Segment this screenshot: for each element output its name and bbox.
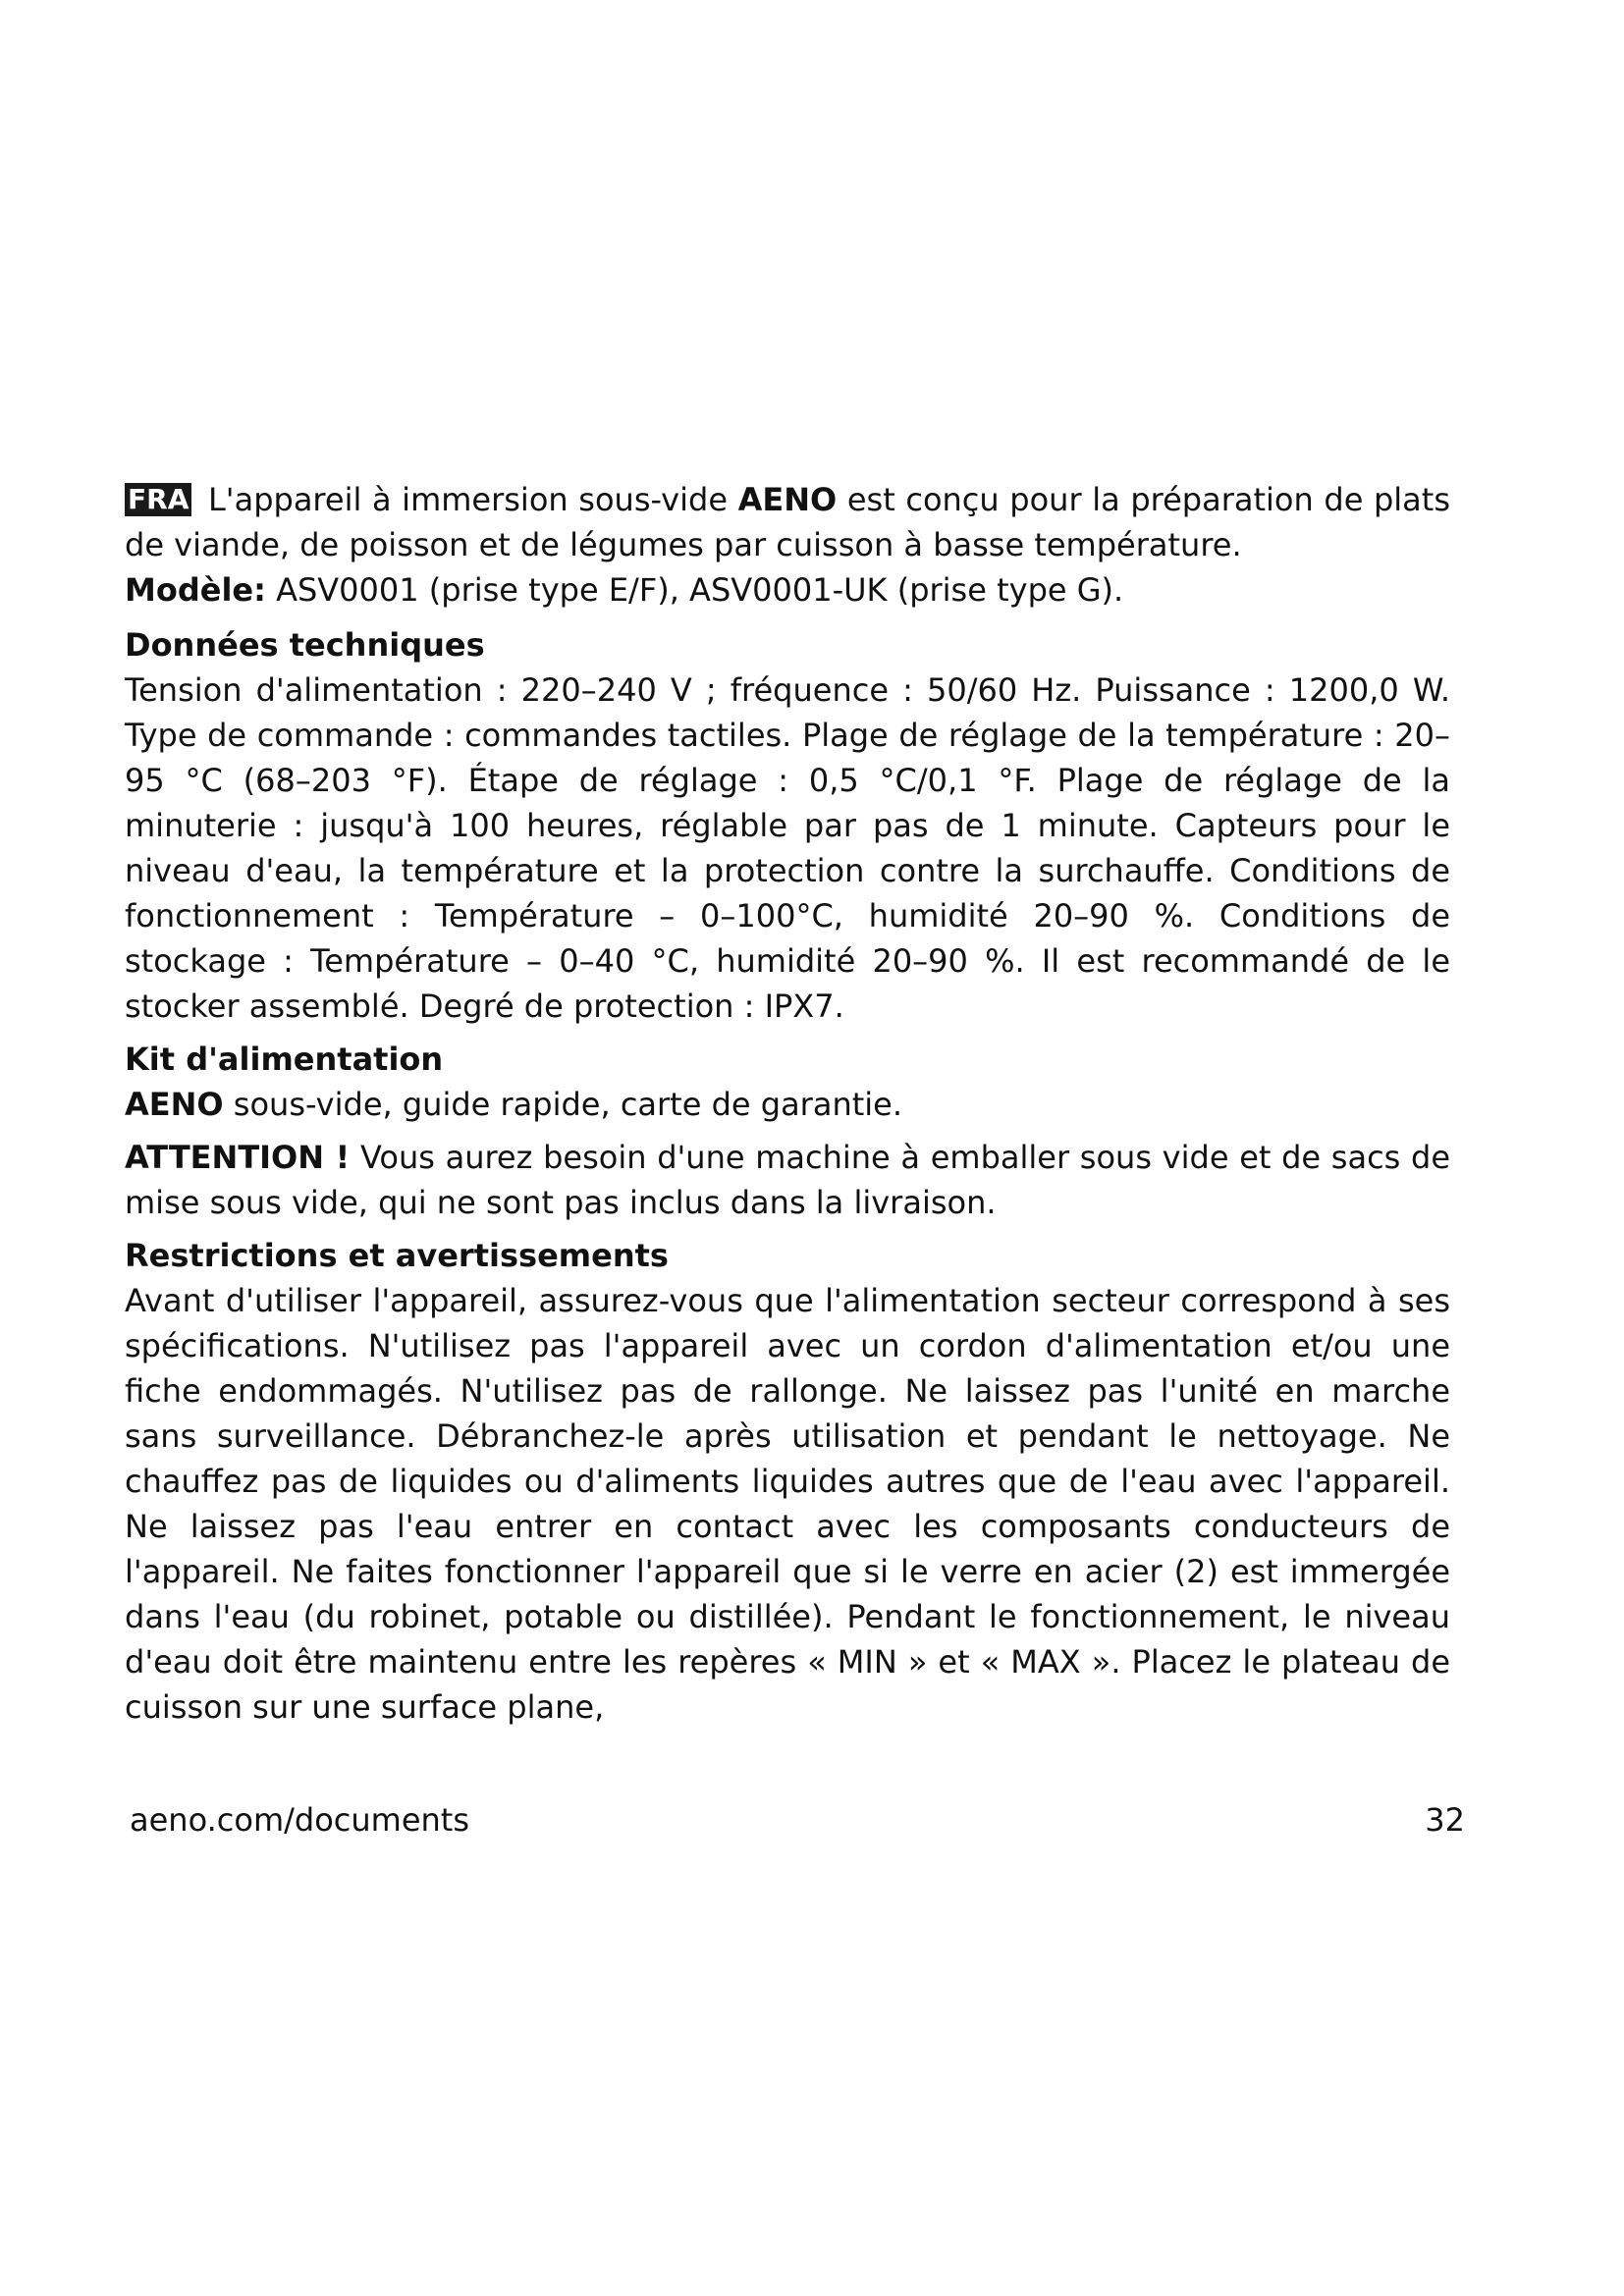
- page-footer: [130, 1800, 1465, 1840]
- attention-text: Vous aurez besoin d'une machine à emballer sous vide et de sacs de mise sous vide, qui ne sont pas inclus dans la livraison.: [125, 1139, 1451, 1221]
- model-label: Modèle:: [125, 571, 266, 609]
- language-tag: FRA: [125, 483, 191, 516]
- page-content: [125, 477, 1450, 1730]
- attention-label: ATTENTION !: [125, 1139, 351, 1176]
- technical-body: Tension d'alimentation : 220–240 V ; fréquence : 50/60 Hz. Puissance : 1200,0 W. Type de commande : commandes tactiles. Plage de réglage de la température : 20–95 °C (68–203 °F). Étape de réglage : 0,5 °C/0,1 °F. Plage de réglage de la minuterie : jusqu'à 100 heures, réglable par pas de 1 minute. Capteurs pour le niveau d'eau, la température et la protection contre la surchauffe. Conditions de fonctionnement : Température – 0–100°C, humidité 20–90 %. Conditions de stockage : Température – 0–40 °C, humidité 20–90 %. Il est recommandé de le stocker assemblé. Degré de protection : IPX7.: [125, 671, 1450, 1025]
- intro-text-after-brand: est conçu pour la préparation de plats de viande, de poisson et de légumes par cuisson à basse température.: [125, 481, 1451, 563]
- kit-line: [125, 1082, 1450, 1127]
- attention-paragraph: [125, 1135, 1450, 1225]
- kit-text: sous-vide, guide rapide, carte de garantie.: [223, 1086, 903, 1123]
- kit-heading: Kit d'alimentation: [125, 1041, 444, 1078]
- intro-brand: AENO: [737, 481, 838, 518]
- page-number: 32: [1425, 1801, 1465, 1839]
- technical-heading: Données techniques: [125, 626, 485, 664]
- model-text: ASV0001 (prise type E/F), ASV0001-UK (prise type G).: [265, 571, 1124, 609]
- kit-brand: AENO: [125, 1086, 224, 1123]
- model-line: [125, 567, 1450, 613]
- footer-url: aeno.com/documents: [130, 1801, 470, 1839]
- intro-text-before-brand: L'appareil à immersion sous-vide: [197, 481, 738, 518]
- restrictions-body: Avant d'utiliser l'appareil, assurez-vous que l'alimentation secteur correspond à ses spécifications. N'utilisez pas l'appareil avec un cordon d'alimentation et/ou une fiche endommagés. N'utilisez pas de rallonge. Ne laissez pas l'unité en marche sans surveillance. Débranchez-le après utilisation et pendant le nettoyage. Ne chauffez pas de liquides ou d'aliments liquides autres que de l'eau avec l'appareil. Ne laissez pas l'eau entrer en contact avec les composants conducteurs de l'appareil. Ne faites fonctionner l'appareil que si le verre en acier (2) est immergée dans l'eau (du robinet, potable ou distillée). Pendant le fonctionnement, le niveau d'eau doit être maintenu entre les repères « MIN » et « MAX ». Placez le plateau de cuisson sur une surface plane,: [125, 1282, 1450, 1726]
- intro-paragraph: [125, 477, 1450, 567]
- restrictions-heading: Restrictions et avertissements: [125, 1237, 669, 1274]
